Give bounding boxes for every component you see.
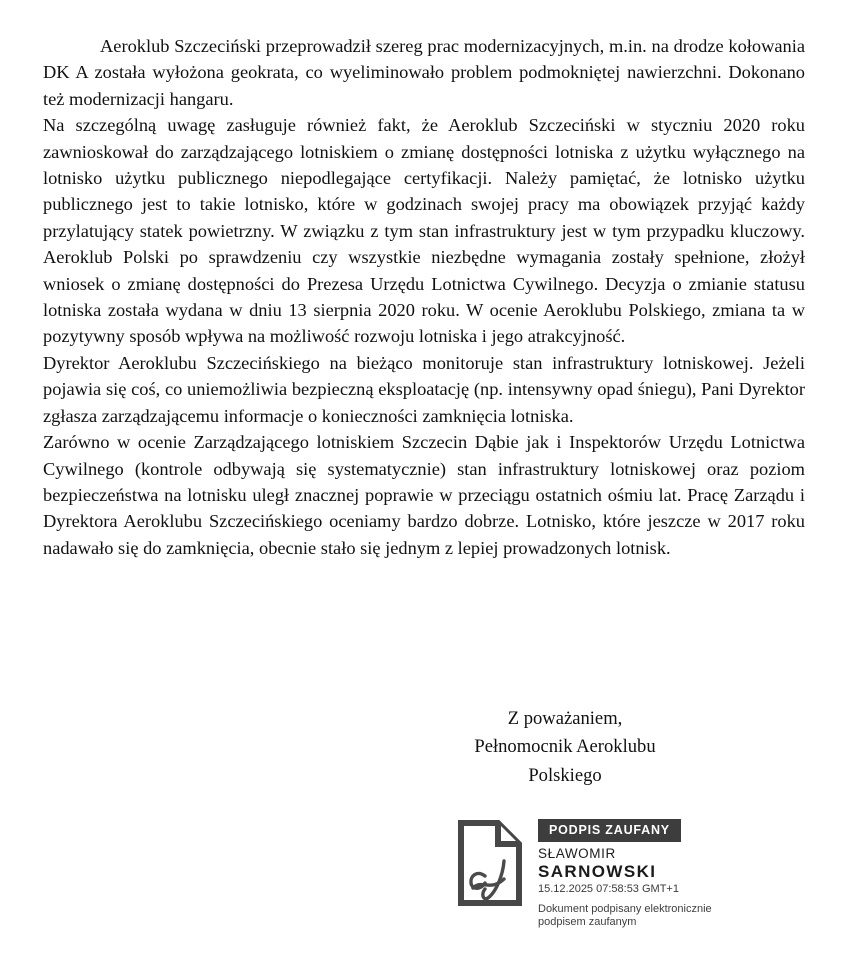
signed-document-icon [456,818,524,908]
signer-last-name: SARNOWSKI [538,862,657,881]
signature-note-line1: Dokument podpisany elektronicznie [538,903,712,915]
paragraph-modernization: Aeroklub Szczeciński przeprowadził szereg prac modernizacyjnych, m.in. na drodze kołowania DK A została wyłożona geokrata, co wyeliminowało problem podmokniętej nawierzchni. Dokonano też modernizacji hangaru. [43,36,805,109]
closing-role-line1: Pełnomocnik Aeroklubu [474,736,656,758]
paragraph-status-change: Na szczególną uwagę zasługuje również fakt, że Aeroklub Szczeciński w styczniu 2020 roku zawnioskował do zarządzającego lotniskiem o zmianę dostępności lotniska z użytku wyłącznego na lotnisko użytku publicznego niepodlegające certyfikacji. Należy pamiętać, że lotnisko użytku publicznego jest to takie lotnisko, które w godzinach swojej pracy ma obowiązek przyjąć każdy przylatujący statek powietrzny. W związku z tym stan infrastruktury jest w tym przypadku kluczowy. Aeroklub Polski po sprawdzeniu czy wszystkie niezbędne wymagania zostały spełnione, złożył wniosek o zmianę dostępności do Prezesa Urzędu Lotnictwa Cywilnego. Decyzja o zmianie statusu lotniska została wydana w dniu 13 sierpnia 2020 roku. W ocenie Aeroklubu Polskiego, zmiana ta w pozytywny sposób wpływa na możliwość rozwoju lotniska i jego atrakcyjność. [43,115,805,347]
signer-first-name: SŁAWOMIR [538,846,616,861]
paragraph-assessment: Zarówno w ocenie Zarządzającego lotniskiem Szczecin Dąbie jak i Inspektorów Urzędu Lotnictwa Cywilnego (kontrole odbywają się systematycznie) stan infrastruktury lotniskowej oraz poziom bezpieczeństwa na lotnisku uległ znacznej poprawie w przeciągu ostatnich ośmiu lat. Pracę Zarządu i Dyrektora Aeroklubu Szczecińskiego oceniamy bardzo dobrze. Lotnisko, które jeszcze w 2017 roku nadawało się do zamknięcia, obecnie stało się jednym z lepiej prowadzonych lotnisk. [43,432,805,558]
letter-body [43,33,805,561]
trusted-signature-stamp [456,818,712,929]
closing-role-line2: Polskiego [528,764,602,786]
closing-block [425,705,705,790]
signature-note [538,903,712,929]
signature-note-line2: podpisem zaufanym [538,916,637,928]
paragraph-director-monitoring: Dyrektor Aeroklubu Szczecińskiego na bieżąco monitoruje stan infrastruktury lotniskowej. Jeżeli pojawia się coś, co uniemożliwia bezpieczną eksploatację (np. intensywny opad śniegu), Pani Dyrektor zgłasza zarządzającemu informacje o konieczności zamknięcia lotniska. [43,352,805,426]
signature-timestamp: 15.12.2025 07:58:53 GMT+1 [538,883,679,895]
stamp-info [538,818,712,929]
closing-salutation: Z poważaniem, [507,708,623,729]
trusted-signature-badge: PODPIS ZAUFANY [538,819,681,842]
